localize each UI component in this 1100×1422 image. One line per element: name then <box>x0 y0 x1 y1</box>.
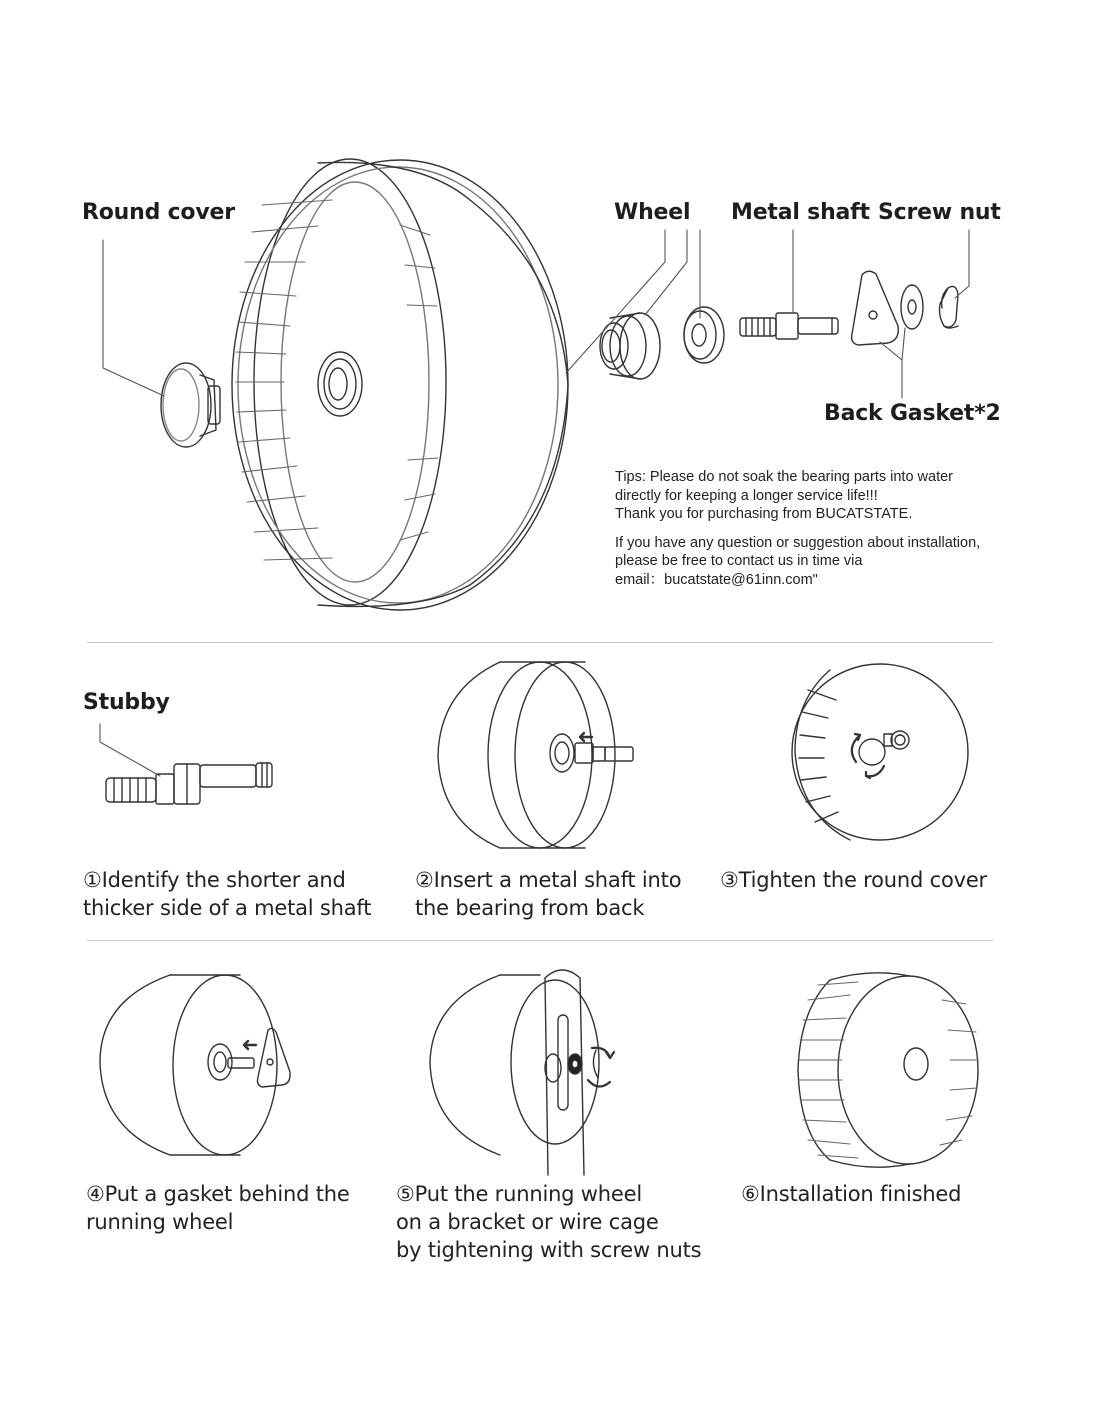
wheel-label: Wheel <box>614 200 691 225</box>
contact-email[interactable]: email：bucatstate@61inn.com" <box>615 571 818 588</box>
tips-line: Tips: Please do not soak the bearing parts into water <box>615 469 953 485</box>
tips-line: If you have any question or suggestion about installation, <box>615 534 981 551</box>
step-line: running wheel <box>86 1210 234 1234</box>
step-line: ②Insert a metal shaft into <box>415 868 682 892</box>
metal-shaft-label: Metal shaft <box>731 200 870 225</box>
step-6-caption <box>741 1180 961 1208</box>
step-line: ⑤Put the running wheel <box>396 1182 642 1206</box>
step-4-caption <box>86 1180 350 1236</box>
step-line: ③Tighten the round cover <box>720 868 987 892</box>
screw-nut-label: Screw nut <box>878 200 1001 225</box>
round-cover-label: Round cover <box>82 200 235 225</box>
step-line: by tightening with screw nuts <box>396 1238 702 1262</box>
tips-line: Thank you for purchasing from BUCATSTATE. <box>615 506 913 522</box>
back-gasket-label: Back Gasket*2 <box>824 401 1001 426</box>
stubby-label: Stubby <box>83 690 170 715</box>
step-5-caption <box>396 1180 701 1264</box>
wheel-bracket-illustration <box>430 970 614 1175</box>
wheel-gasket-illustration <box>100 975 290 1155</box>
step-line: on a bracket or wire cage <box>396 1210 659 1234</box>
step-line: ①Identify the shorter and <box>83 868 346 892</box>
step-line: the bearing from back <box>415 896 645 920</box>
tips-line: please be free to contact us in time via <box>615 553 863 569</box>
step-line: thicker side of a metal shaft <box>83 896 372 920</box>
tips-line: directly for keeping a longer service life!!! <box>615 487 878 504</box>
finished-wheel-illustration <box>798 973 978 1167</box>
step-line: ⑥Installation finished <box>741 1182 962 1206</box>
step-line: ④Put a gasket behind the <box>86 1182 350 1206</box>
